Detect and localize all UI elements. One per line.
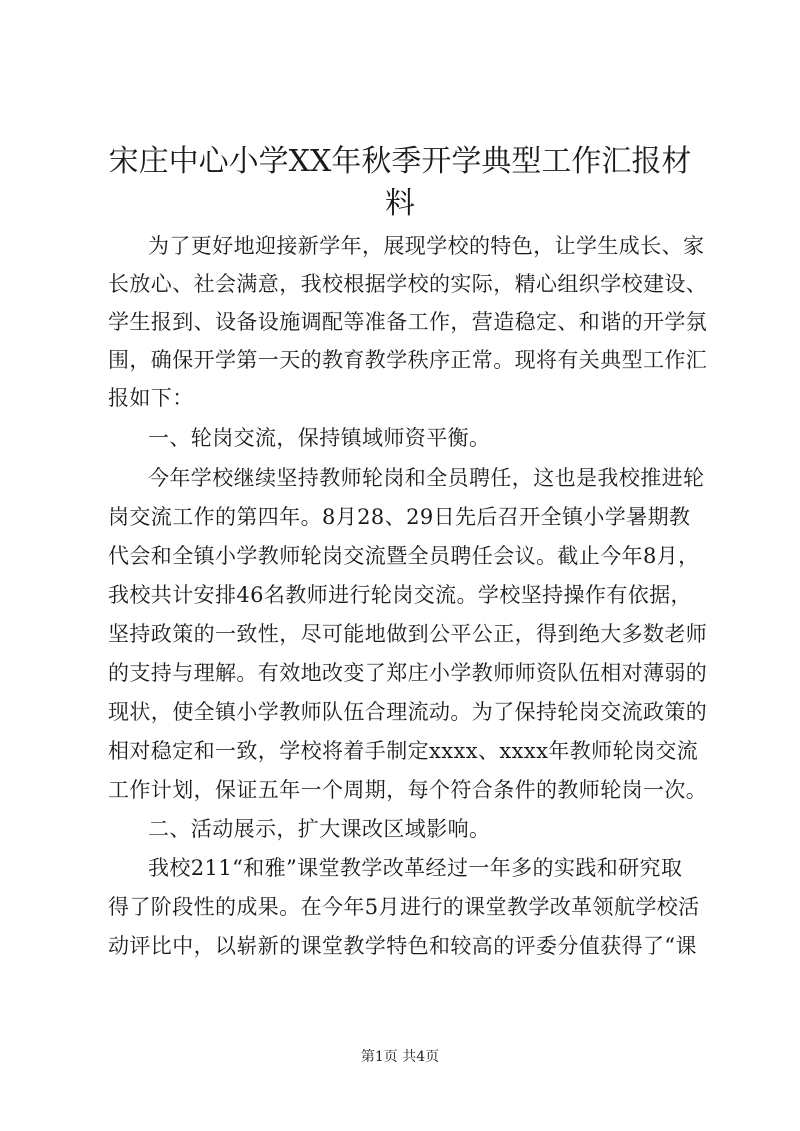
paragraph-line: 得了阶段性的成果。在今年5月进行的课堂教学改革领航学校活 <box>108 895 700 919</box>
page-number: 第1页 共4页 <box>360 1049 440 1065</box>
paragraph-line: 岗交流工作的第四年。8月28、29日先后召开全镇小学暑期教 <box>108 505 691 529</box>
document-title-line-1: 宋庄中心小学XX年秋季开学典型工作汇报材 <box>108 144 692 179</box>
paragraph-line: 围，确保开学第一天的教育教学秩序正常。现将有关典型工作汇 <box>108 348 708 372</box>
paragraph-line: 学生报到、设备设施调配等准备工作，营造稳定、和谐的开学氛 <box>108 310 708 334</box>
document-title-line-2: 料 <box>385 186 415 221</box>
paragraph-line: 今年学校继续坚持教师轮岗和全员聘任，这也是我校推进轮 <box>148 466 705 490</box>
paragraph-line: 坚持政策的一致性，尽可能地做到公平公正，得到绝大多数老师 <box>108 622 708 646</box>
paragraph-line: 的支持与理解。有效地改变了郑庄小学教师师资队伍相对薄弱的 <box>108 661 708 685</box>
paragraph-line: 工作计划，保证五年一个周期，每个符合条件的教师轮岗一次。 <box>108 778 708 802</box>
paragraph-line: 报如下： <box>108 386 194 410</box>
paragraph-line: 我校211“和雅”课堂教学改革经过一年多的实践和研究取 <box>148 856 683 880</box>
paragraph-line: 动评比中，以崭新的课堂教学特色和较高的评委分值获得了“课 <box>108 934 697 958</box>
paragraph-line: 长放心、社会满意，我校根据学校的实际，精心组织学校建设、 <box>108 272 708 296</box>
section-heading-2: 二、活动展示，扩大课改区域影响。 <box>148 817 491 841</box>
paragraph-line: 我校共计安排46名教师进行轮岗交流。学校坚持操作有依据， <box>108 583 692 607</box>
paragraph-line: 为了更好地迎接新学年，展现学校的特色，让学生成长、家 <box>148 234 705 258</box>
paragraph-line: 现状，使全镇小学教师队伍合理流动。为了保持轮岗交流政策的 <box>108 700 708 724</box>
paragraph-line: 相对稳定和一致，学校将着手制定xxxx、xxxx年教师轮岗交流 <box>108 739 699 763</box>
paragraph-line: 代会和全镇小学教师轮岗交流暨全员聘任会议。截止今年8月， <box>108 544 700 568</box>
section-heading-1: 一、轮岗交流，保持镇域师资平衡。 <box>148 426 491 450</box>
